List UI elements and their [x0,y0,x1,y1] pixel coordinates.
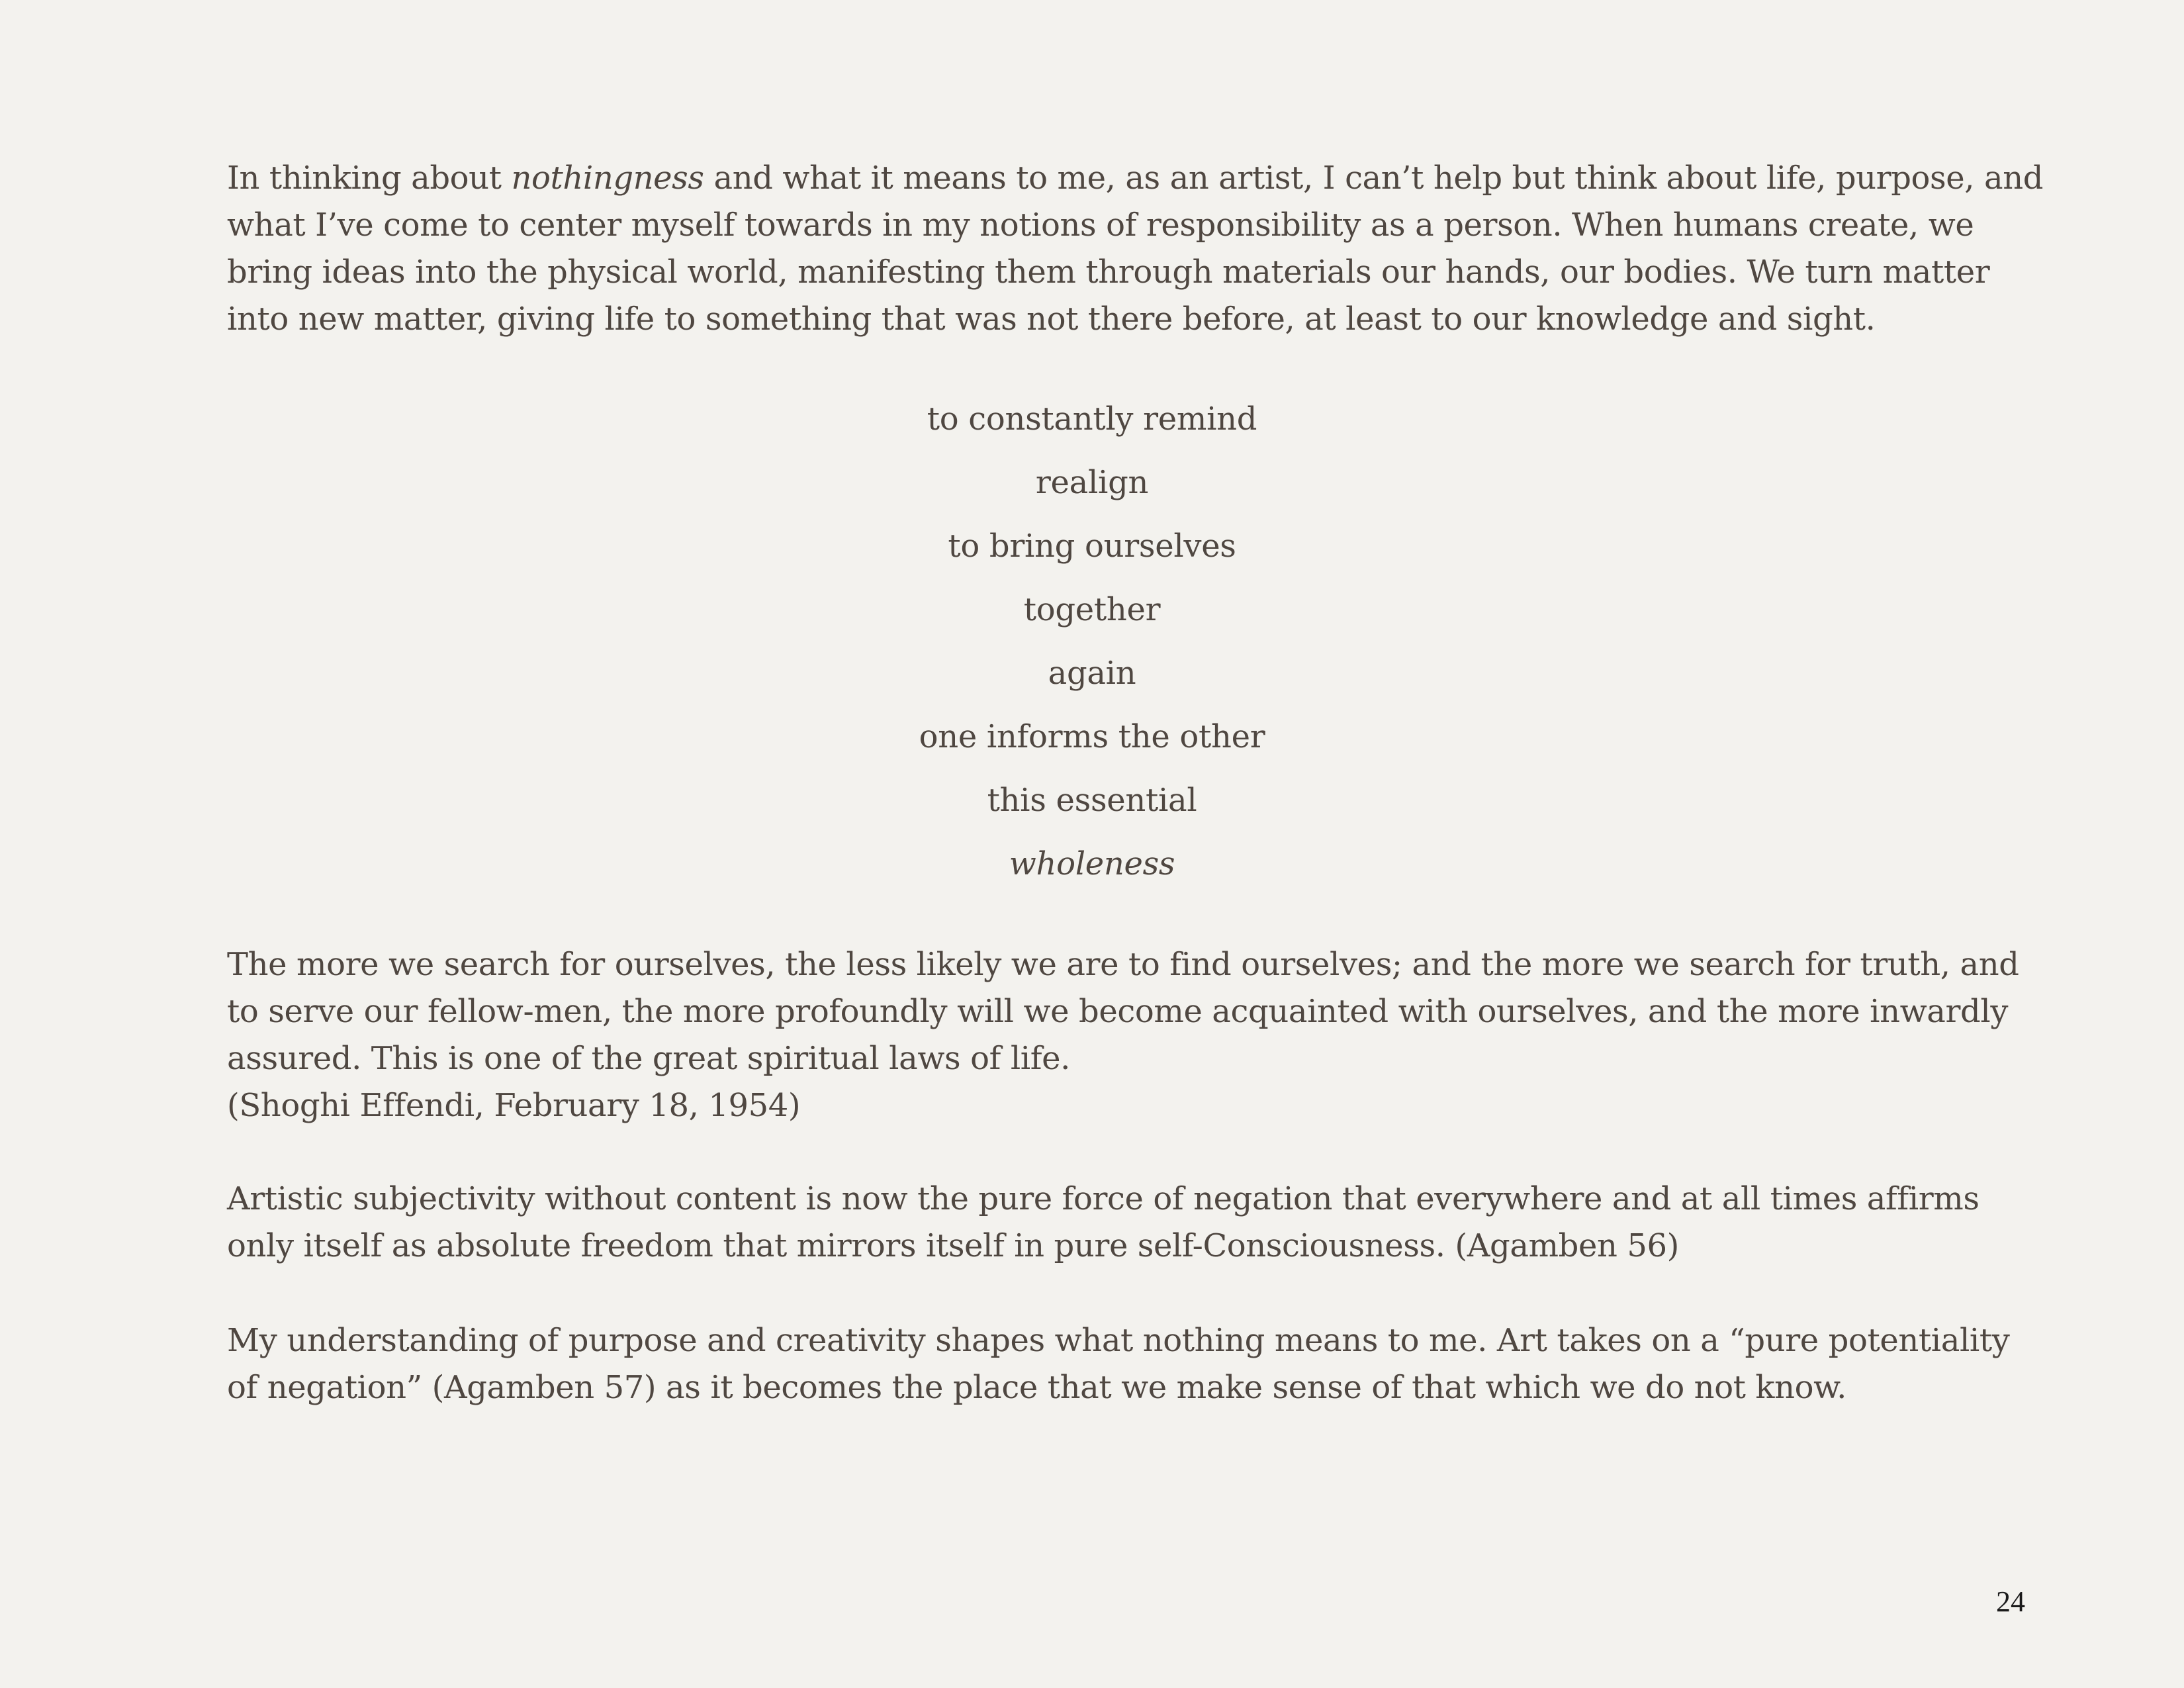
closing-paragraph [227,1317,2010,1411]
page-number: 24 [1996,1585,2025,1618]
intro-line-4: into new matter, giving life to something that was not there before, at least to our knowledge and sight. [227,301,1876,338]
poem-line-wholeness: wholeness [1009,845,1175,882]
quote-line: only itself as absolute freedom that mirrors itself in pure self-Consciousness. (Agamben 56) [227,1227,1679,1264]
intro-line-1-end: and what it means to me, as an artist, I can’t help but think about life, purpose, and [704,160,2044,197]
intro-line-2: what I’ve come to center myself towards in my notions of responsibility as a person. When humans create, we [227,207,1974,244]
intro-paragraph [227,155,2044,343]
intro-line-1-start: In thinking about [227,160,512,197]
quote-citation: (Shoghi Effendi, February 18, 1954) [227,1087,801,1124]
closing-line: of negation” (Agamben 57) as it becomes the place that we make sense of that which we do not know. [227,1369,1846,1406]
intro-line-1 [227,155,2044,202]
quote-line: Artistic subjectivity without content is now the pure force of negation that everywhere and at all times affirms [227,1180,1979,1217]
nothingness-emphasis: nothingness [511,160,704,197]
quote-line: to serve our fellow-men, the more profoundly will we become acquainted with ourselves, and the more inwardly [227,993,2009,1030]
poem-line: to bring ourselves [948,528,1236,565]
closing-line: My understanding of purpose and creativity shapes what nothing means to me. Art takes on a “pure potentiality [227,1322,2010,1359]
poem-line: one informs the other [919,718,1265,755]
poem-line: again [1048,655,1136,692]
quote-line: The more we search for ourselves, the less likely we are to find ourselves; and the more we search for truth, and [227,946,2019,983]
effendi-quote [227,941,2019,1129]
poem-line: realign [1035,464,1149,501]
poem-line: this essential [987,782,1197,819]
poem-line: together [1023,591,1161,628]
poem-line: to constantly remind [927,400,1257,438]
quote-line: assured. This is one of the great spiritual laws of life. [227,1040,1070,1077]
agamben-quote [227,1176,1979,1270]
centered-poem [0,391,2184,899]
intro-line-3: bring ideas into the physical world, manifesting them through materials our hands, our bodies. We turn matter [227,254,1990,291]
